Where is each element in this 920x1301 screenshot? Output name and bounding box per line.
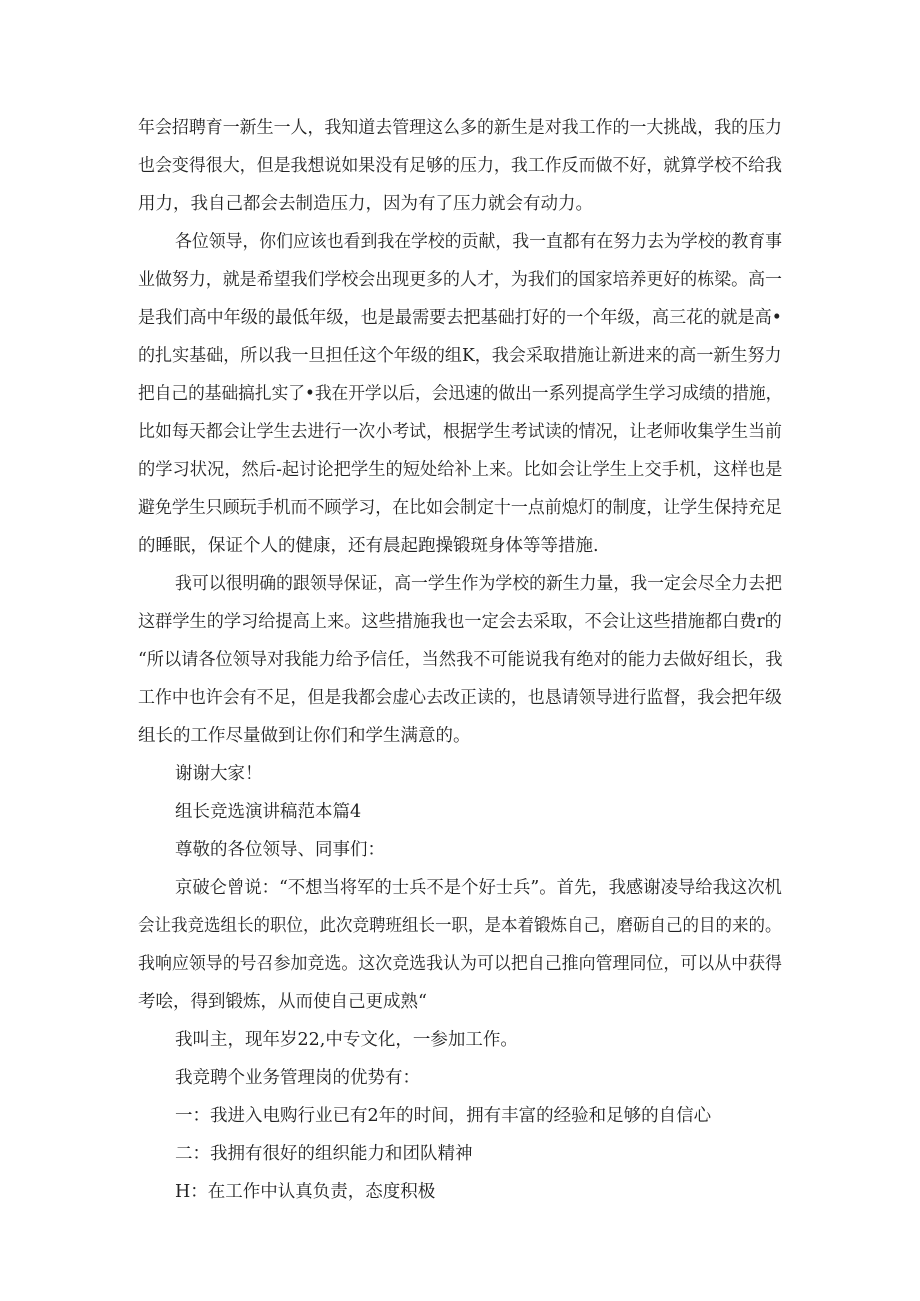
section-heading: 组长竞选演讲稿范本篇4 [175, 802, 362, 822]
text-line: 京破仑曾说：“不想当将军的士兵不是个好士兵”。首先，我感谢凌导给我这次机 [175, 878, 782, 898]
text-line: 组长的工作尽量做到让你们和学生满意的。 [138, 726, 471, 746]
text-line: 的睡眠，保证个人的健康，还有晨起跑操锻斑身体等等措施. [138, 536, 599, 556]
text-line: 也会变得很大，但是我想说如果没有足够的压力，我工作反而做不好，就算学校不给我 [138, 156, 782, 176]
text-line: 用力，我自己都会去制造压力，因为有了压力就会有动力。 [138, 194, 593, 214]
text-line: 工作中也许会有不足，但是我都会虚心去改正读的，也恳请领导进行监督，我会把年级 [138, 688, 782, 708]
text-line: 比如每天都会让学生去进行一次小考试，根据学生考试读的情况，让老师收集学生当前 [138, 422, 782, 442]
text-line: “所以请各位领导对我能力给予信任，当然我不可能说我有绝对的能力去做好组长，我 [138, 650, 783, 670]
text-line: 把自己的基础搞扎实了•我在开学以后，会迅速的做出一系列提高学生学习成绩的措施， [138, 384, 783, 404]
text-line: 年会招聘育一新生一人，我知道去管理这么多的新生是对我工作的一大挑战，我的压力 [138, 118, 782, 138]
list-item: 二：我拥有很好的组织能力和团队精神 [175, 1144, 473, 1164]
text-line: 谢谢大家！ [175, 764, 263, 784]
text-line: 是我们高中年级的最低年级，也是最需要去把基础打好的一个年级，高三花的就是高• [138, 308, 782, 328]
text-line: 尊敬的各位领导、同事们： [175, 840, 385, 860]
text-line: 的学习状况，然后-起讨论把学生的短处给补上来。比如会让学生上交手机，这样也是 [138, 460, 783, 480]
text-line: 会让我竞选组长的职位，此次竞聘班组长一职，是本着锻炼自己，磨砺自己的目的来的。 [138, 916, 782, 936]
text-line: 业做努力，就是希望我们学校会出现更多的人才，为我们的国家培养更好的栋梁。高一 [138, 270, 782, 290]
text-line: 各位领导，你们应该也看到我在学校的贡献，我一直都有在努力去为学校的教育事 [175, 232, 783, 252]
text-line: 的扎实基础，所以我一旦担任这个年级的组K，我会采取措施让新进来的高一新生努力 [138, 346, 782, 366]
text-line: 这群学生的学习给提高上来。这些措施我也一定会去采取，不会让这些措施都白费r的 [138, 612, 782, 632]
text-line: 我竞聘个业务管理岗的优势有： [175, 1068, 420, 1088]
text-line: 我叫主，现年岁22,中专文化，一参加工作。 [175, 1030, 518, 1050]
list-item: 一：我进入电购行业已有2年的时间，拥有丰富的经验和足够的自信心 [175, 1106, 712, 1126]
list-item: H：在工作中认真负责，态度积极 [175, 1182, 436, 1202]
text-line: 避免学生只顾玩手机而不顾学习，在比如会制定十一点前熄灯的制度，让学生保持充足 [138, 498, 782, 518]
text-line: 我可以很明确的跟领导保证，高一学生作为学校的新生力量，我一定会尽全力去把 [175, 574, 783, 594]
text-line: 我响应领导的号召参加竞选。这次竞选我认为可以把自己推向管理同位，可以从中获得 [138, 954, 782, 974]
text-line: 考哙，得到锻炼，从而使自己更成熟“ [138, 992, 427, 1012]
